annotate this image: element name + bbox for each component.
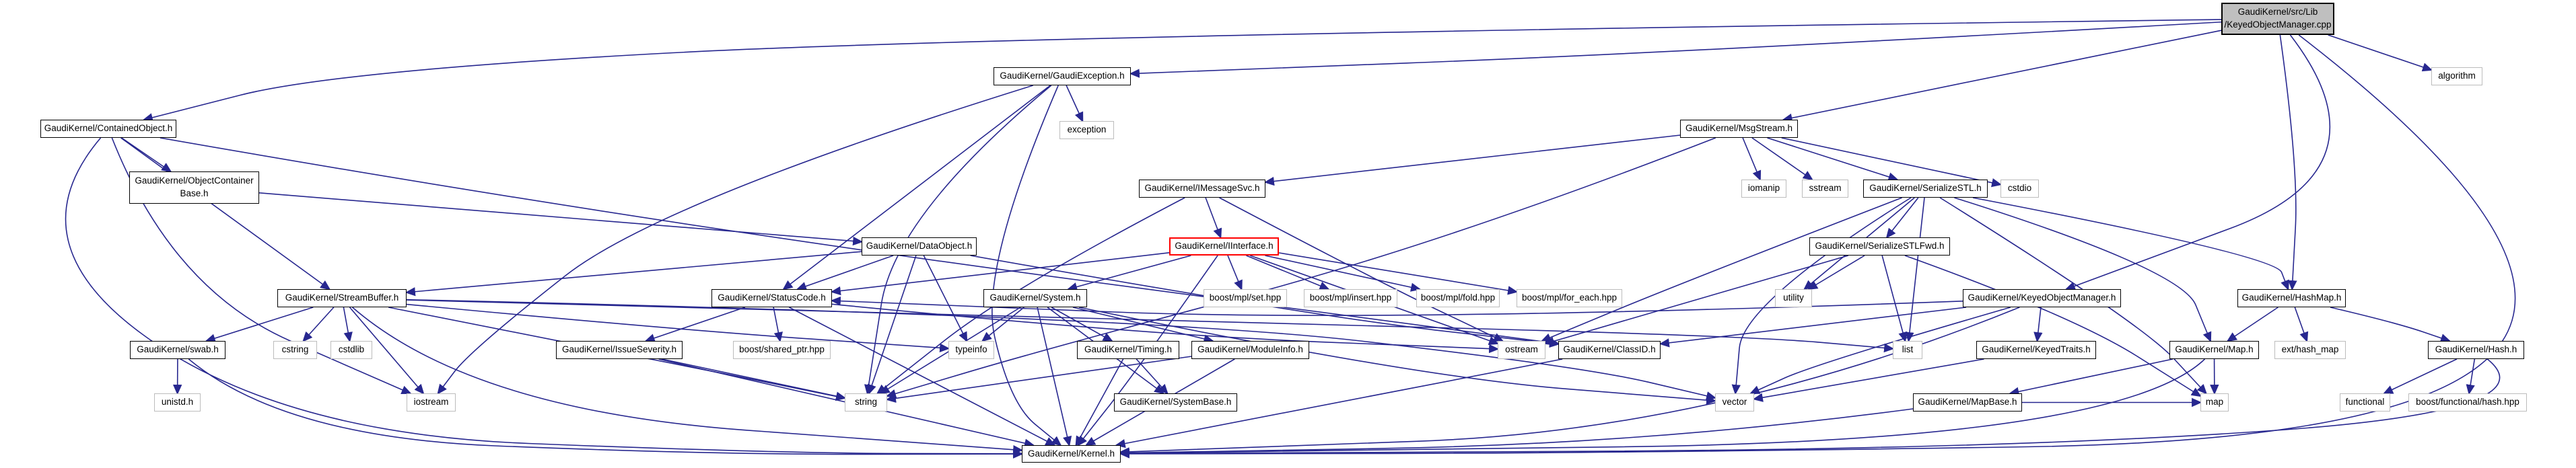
node-label: GaudiKernel/swab.h: [137, 344, 219, 355]
edge-hash-boosthash: [2469, 359, 2474, 393]
edge-serializestlfwd-stdmap: [1905, 256, 2200, 396]
node-stdmap: [2200, 393, 2229, 412]
node-root[interactable]: [2221, 3, 2334, 35]
edge-statuscode-issueseverity: [646, 307, 745, 341]
node-serializestlfwd[interactable]: [1809, 237, 1950, 256]
node-label: unistd.h: [161, 397, 194, 407]
edge-dataobject-statuscode: [798, 256, 893, 289]
node-label: cstdio: [2007, 183, 2032, 194]
edge-containedobject-classid: [160, 138, 1558, 344]
edge-system-typeinfo: [983, 307, 1024, 341]
node-timing[interactable]: [1077, 341, 1179, 359]
node-cstdlib: [330, 341, 372, 359]
node-iostream: [407, 393, 456, 412]
node-imessagesvc[interactable]: [1139, 180, 1265, 198]
node-label: GaudiKernel/StatusCode.h: [718, 292, 826, 303]
node-string: [845, 393, 887, 412]
node-label: GaudiKernel/StreamBuffer.h: [285, 292, 399, 303]
node-ostream: [1498, 341, 1545, 359]
node-label: GaudiKernel/Kernel.h: [1027, 448, 1115, 459]
node-system[interactable]: [983, 289, 1087, 307]
edge-iinterface-mplset: [1228, 256, 1241, 289]
node-cstring: [273, 341, 317, 359]
edge-msgstream-iomanip: [1743, 138, 1760, 180]
node-vector: [1715, 393, 1754, 412]
edge-serializestl-serializestlfwd: [1887, 198, 1918, 237]
node-list: [1893, 341, 1922, 359]
node-kernel[interactable]: [1022, 445, 1121, 463]
node-cstdio: [2000, 180, 2039, 198]
node-exthashmap: [2274, 341, 2346, 359]
node-classid[interactable]: [1558, 341, 1661, 359]
node-label: GaudiKernel/ModuleInfo.h: [1197, 344, 1303, 355]
node-keyedtraits[interactable]: [1976, 341, 2096, 359]
edge-serializestl-hashmap: [1973, 198, 2288, 289]
node-label: boost/functional/hash.hpp: [2416, 397, 2519, 407]
edge-streambuffer-kernel: [353, 307, 1022, 451]
node-label: GaudiKernel/IssueSeverity.h: [561, 344, 677, 355]
node-label: GaudiKernel/SerializeSTLFwd.h: [1815, 241, 1945, 251]
node-label: list: [1902, 344, 1914, 355]
node-label: typeinfo: [955, 344, 987, 355]
node-exception: [1059, 121, 1114, 139]
node-label: GaudiKernel/KeyedTraits.h: [1982, 344, 2091, 355]
edge-iinterface-system: [1068, 256, 1191, 289]
edge-mapbase-kernel: [1121, 409, 1913, 453]
node-label: GaudiKernel/Map.h: [2175, 344, 2254, 355]
node-boosthash: [2408, 393, 2527, 412]
edge-iinterface-statuscode: [832, 253, 1169, 292]
node-sharedptr: [733, 341, 831, 359]
node-label: GaudiKernel/Hash.h: [2435, 344, 2517, 355]
node-label: GaudiKernel/IInterface.h: [1175, 241, 1274, 251]
node-label: GaudiKernel/KeyedObjectManager.h: [1968, 292, 2116, 303]
edge-root-algorithm: [2328, 35, 2431, 70]
node-iinterface[interactable]: [1169, 237, 1279, 256]
edge-hash-kernel: [1121, 359, 2500, 454]
node-label: cstring: [281, 344, 309, 355]
edge-serializestlfwd-list: [1882, 256, 1905, 341]
edge-imessagesvc-iinterface: [1206, 198, 1220, 237]
node-dataobject[interactable]: [862, 237, 977, 256]
node-label: cstdlib: [338, 344, 365, 355]
node-hashmap[interactable]: [2237, 289, 2346, 307]
edge-dataobject-streambuffer: [407, 251, 862, 292]
edge-statuscode-kernel: [789, 307, 1054, 445]
node-label: GaudiKernel/MsgStream.h: [1685, 123, 1793, 134]
edge-dataobject-typeinfo: [924, 256, 967, 341]
node-label: /KeyedObjectManager.cpp: [2224, 20, 2332, 30]
edge-root-hashmap: [2280, 35, 2295, 289]
edge-iinterface-mplforeach: [1279, 253, 1517, 292]
node-sstream: [1802, 180, 1848, 198]
edge-gmap-kernel: [1121, 359, 2204, 453]
node-msgstream[interactable]: [1680, 120, 1798, 138]
node-streambuffer[interactable]: [277, 289, 407, 307]
node-label: GaudiKernel/DataObject.h: [866, 241, 973, 251]
node-label: boost/shared_ptr.hpp: [739, 344, 825, 355]
node-label: boost/mpl/insert.hpp: [1309, 292, 1392, 303]
edge-swab-kernel: [188, 359, 1022, 455]
edge-objectcontainerbase-dataobject: [259, 193, 862, 242]
node-mplfold: [1416, 289, 1500, 307]
edge-serializestl-ostream: [1542, 198, 1902, 341]
edge-streambuffer-cstdlib: [343, 307, 349, 341]
node-statuscode[interactable]: [711, 289, 832, 307]
node-keyedobjectmanager[interactable]: [1963, 289, 2121, 307]
node-mplset: [1204, 289, 1287, 307]
edge-dataobject-string: [869, 256, 916, 393]
edge-streambuffer-swab: [207, 307, 313, 341]
node-label: algorithm: [2438, 71, 2476, 81]
node-label: GaudiKernel/SerializeSTL.h: [1869, 183, 1982, 194]
node-label: ostream: [1505, 344, 1538, 355]
edge-hash-functional: [2384, 359, 2457, 393]
node-gmap[interactable]: [2169, 341, 2259, 359]
edge-keyedobjectmanager-vector: [1751, 307, 2011, 393]
node-label: GaudiKernel/HashMap.h: [2241, 292, 2342, 303]
node-label: GaudiKernel/ObjectContainer: [135, 176, 254, 186]
node-iomanip: [1741, 180, 1786, 198]
edge-hashmap-hash: [2330, 307, 2449, 341]
node-typeinfo: [948, 341, 994, 359]
node-algorithm: [2431, 67, 2482, 85]
node-label: ext/hash_map: [2281, 344, 2339, 355]
node-label: GaudiKernel/IMessageSvc.h: [1144, 183, 1260, 194]
node-label: iomanip: [1747, 183, 1780, 194]
edge-gaudiexception-statuscode: [784, 85, 1050, 289]
node-label: string: [854, 397, 877, 407]
node-swab[interactable]: [130, 341, 225, 359]
node-label: sstream: [1809, 183, 1842, 194]
edge-streambuffer-cstring: [304, 307, 334, 341]
edge-hashmap-gmap: [2228, 307, 2278, 341]
node-label: boost/mpl/for_each.hpp: [1521, 292, 1617, 303]
node-label: map: [2205, 397, 2224, 407]
edge-gaudiexception-exception: [1066, 85, 1082, 121]
edge-keyedobjectmanager-keyedtraits: [2037, 307, 2041, 341]
node-label: boost/mpl/fold.hpp: [1420, 292, 1496, 303]
node-issueseverity[interactable]: [556, 341, 683, 359]
node-unistd: [154, 393, 201, 412]
edge-containedobject-streambuffer: [121, 138, 330, 289]
node-label: GaudiKernel/ClassID.h: [1563, 344, 1656, 355]
node-serializestl[interactable]: [1863, 180, 1988, 198]
edge-serializestlfwd-utility: [1809, 256, 1865, 289]
node-label: vector: [1722, 397, 1747, 407]
edge-root-gaudiexception: [1131, 22, 2221, 74]
node-label: GaudiKernel/System.h: [989, 292, 1081, 303]
node-mapbase[interactable]: [1913, 393, 2022, 412]
node-label: GaudiKernel/ContainedObject.h: [44, 123, 173, 134]
node-label: Base.h: [180, 188, 209, 198]
node-gaudiexception[interactable]: [994, 67, 1131, 85]
edge-system-moduleinfo: [1073, 307, 1212, 341]
node-label: GaudiKernel/Timing.h: [1084, 344, 1173, 355]
node-hash[interactable]: [2428, 341, 2524, 359]
node-label: GaudiKernel/SystemBase.h: [1119, 397, 1232, 407]
edge-imessagesvc-ostream: [1220, 198, 1503, 341]
node-systembase[interactable]: [1114, 393, 1237, 412]
node-containedobject[interactable]: [40, 120, 176, 138]
edge-keyedobjectmanager-classid: [1661, 307, 1966, 344]
node-objectcontainerbase[interactable]: [129, 171, 259, 204]
edge-gmap-mapbase: [2010, 359, 2173, 393]
node-label: exception: [1067, 124, 1107, 135]
node-functional: [2340, 393, 2390, 412]
node-label: utility: [1783, 292, 1804, 303]
node-utility: [1775, 289, 1812, 307]
edge-root-msgstream: [1784, 30, 2221, 120]
edge-serializestl-list: [1908, 198, 1924, 341]
node-label: GaudiKernel/MapBase.h: [1918, 397, 2017, 407]
node-moduleinfo[interactable]: [1191, 341, 1309, 359]
edge-msgstream-sstream: [1752, 138, 1812, 180]
node-label: iostream: [413, 397, 449, 407]
node-label: GaudiKernel/GaudiException.h: [1000, 71, 1125, 81]
node-mplinsert: [1304, 289, 1397, 307]
edge-containedobject-objectcontainerbase: [122, 138, 171, 171]
node-label: GaudiKernel/src/Lib: [2237, 7, 2318, 17]
edge-issueseverity-string: [662, 359, 845, 398]
node-label: boost/mpl/set.hpp: [1209, 292, 1282, 303]
node-mplforeach: [1517, 289, 1622, 307]
edge-root-containedobject: [144, 20, 2221, 120]
node-label: functional: [2345, 397, 2385, 407]
edge-hashmap-exthashmap: [2295, 307, 2307, 341]
